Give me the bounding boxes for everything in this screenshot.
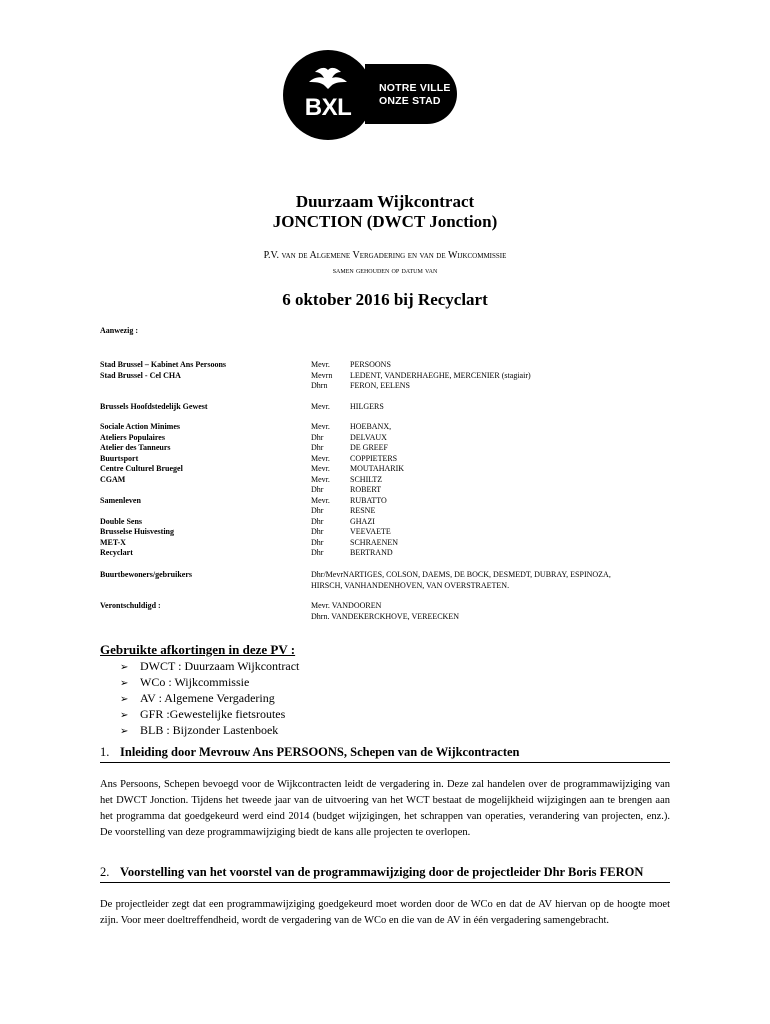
logo-tagline-1: NOTRE VILLE — [379, 82, 451, 94]
person-title: Mevr. — [311, 402, 330, 411]
org-name: CGAM — [100, 474, 126, 484]
attendance-names-block-3 — [350, 422, 680, 559]
subtitle-line-2: samen gehouden op datum van — [332, 265, 438, 275]
person-title: Dhrn — [311, 381, 328, 390]
person-names: HILGERS — [350, 402, 384, 411]
abbreviation-text: WCo : Wijkcommissie — [140, 675, 250, 689]
person-names: RUBATTO — [350, 495, 387, 505]
abbreviations-heading: Gebruikte afkortingen in deze PV : — [100, 642, 296, 657]
person-names: SCHILTZ — [350, 474, 383, 484]
residents-line-2: HIRSCH, VANHANDENHOVEN, VAN OVERSTRAETEN. — [311, 580, 510, 590]
org-name: Buurtbewoners/gebruikers — [100, 570, 192, 579]
excused-names — [311, 601, 671, 622]
person-names: VEEVAETE — [350, 527, 391, 536]
person-title: Dhr — [311, 548, 324, 557]
person-title: Mevrn — [311, 370, 333, 380]
person-title: Mevr. — [311, 495, 330, 505]
residents-line-1: Dhr/MevrNARTIGES, COLSON, DAEMS, DE BOCK, DESMEDT, DUBRAY, ESPINOZA, — [311, 570, 611, 579]
org-name: Samenleven — [100, 495, 141, 505]
abbreviation-text: GFR :Gewestelijke fietsroutes — [140, 707, 286, 721]
abbreviation-text: AV : Algemene Vergadering — [140, 691, 275, 705]
abbreviation-text: DWCT : Duurzaam Wijkcontract — [140, 659, 300, 673]
person-title: Dhr — [311, 537, 324, 547]
present-label: Aanwezig : — [100, 326, 138, 335]
person-title: Dhr — [311, 527, 324, 536]
attendance-titles-block-1 — [311, 360, 351, 392]
person-title: Mevr. — [311, 464, 330, 473]
org-name: Stad Brussel - Cel CHA — [100, 370, 181, 380]
org-name: Verontschuldigd : — [100, 601, 161, 610]
excused-line-2: Dhrn. VANDEKERCKHOVE, VEREECKEN — [311, 611, 459, 621]
org-name: Brussels Hoofdstedelijk Gewest — [100, 402, 208, 411]
document-title-line-2: JONCTION (DWCT Jonction) — [272, 212, 498, 231]
attendance-titles-block-2 — [311, 402, 351, 413]
person-names: FERON, EELENS — [350, 381, 410, 390]
person-names: DE GREEF — [350, 443, 388, 452]
person-names: SCHRAENEN — [350, 537, 399, 547]
person-names: DELVAUX — [350, 432, 387, 442]
person-names: ROBERT — [350, 485, 382, 494]
org-name: Buurtsport — [100, 453, 139, 463]
document-title-line-1: Duurzaam Wijkcontract — [295, 192, 475, 211]
person-names: LEDENT, VANDERHAEGHE, MERCENIER (stagiair) — [350, 370, 531, 380]
attendance-orgs-block-2 — [100, 402, 300, 413]
person-names: BERTRAND — [350, 548, 393, 557]
section-2-paragraph: De projectleider zegt dat een programmawijziging goedgekeurd moet worden door de WCo en dat de AV hiervan op de hoogte moet zijn. Voor meer doeltreffendheid, wordt de vergadering van de WCo en die van de AV in één vergadering samengebracht. — [100, 899, 670, 926]
org-name — [100, 506, 300, 517]
person-title: Dhr — [311, 432, 324, 442]
arrow-bullet-icon: ➢ — [120, 694, 129, 705]
person-title: Dhr — [311, 506, 324, 515]
person-title: Mevr. — [311, 422, 330, 431]
org-name: Brusselse Huisvesting — [100, 527, 175, 536]
section-title: Voorstelling van het voorstel van de programmawijziging door de projectleider Dhr Boris FERON — [120, 865, 644, 879]
org-name: Sociale Action Minimes — [100, 422, 180, 431]
attendance-orgs-block-1 — [100, 360, 300, 381]
list-item — [120, 723, 299, 739]
bxl-logo — [283, 50, 503, 140]
person-names: HOEBANX, — [350, 422, 392, 431]
org-name: Centre Culturel Bruegel — [100, 464, 183, 473]
org-name: Atelier des Tanneurs — [100, 443, 171, 452]
excused-label — [100, 601, 300, 612]
person-title: Mevr. — [311, 453, 330, 463]
person-title: Dhr — [311, 443, 324, 452]
section-number: 2. — [100, 865, 110, 879]
section-number: 1. — [100, 745, 110, 759]
logo-tagline-box — [365, 64, 457, 124]
person-names: COPPIETERS — [350, 453, 398, 463]
abbreviation-text: BLB : Bijzonder Lastenboek — [140, 723, 279, 737]
list-item — [120, 691, 299, 707]
section-title: Inleiding door Mevrouw Ans PERSOONS, Schepen van de Wijkcontracten — [120, 745, 520, 759]
section-1-paragraph: Ans Persoons, Schepen bevoegd voor de Wijkcontracten leidt de vergadering in. Deze zal handelen over de programmawijziging van het DWCT Jonction. Tijdens het tweede jaar van de uitvoering van het WCT bestaat de mogelijkheid wijzigingen aan te brengen aan het programma dat goedgekeurd werd eind 2014 (budget wijzigingen, het schrappen van operaties, verandering van projecten, enz.). De voorstelling van deze programmawijziging biedt de kans alle projecten te overlopen. — [100, 779, 670, 838]
logo-tagline-2: ONZE STAD — [379, 95, 441, 107]
arrow-bullet-icon: ➢ — [120, 710, 129, 721]
org-name: Stad Brussel – Kabinet Ans Persoons — [100, 360, 227, 369]
residents-names — [311, 570, 671, 591]
org-name — [100, 485, 300, 496]
bird-icon — [305, 66, 351, 90]
person-title: Dhr — [311, 485, 324, 494]
residents-label — [100, 570, 300, 581]
attendance-names-block-2 — [350, 402, 680, 413]
person-names: RESNE — [350, 506, 376, 515]
org-name: Recyclart — [100, 548, 133, 557]
excused-line-1: Mevr. VANDOOREN — [311, 601, 382, 610]
logo-text: BXL — [304, 94, 352, 121]
org-name: Double Sens — [100, 516, 143, 526]
attendance-names-block-1 — [350, 360, 680, 392]
arrow-bullet-icon: ➢ — [120, 662, 129, 673]
attendance-titles-block-3 — [311, 422, 351, 559]
subtitle-line-1: P.V. van de Algemene Vergadering en van de Wijkcommissie — [263, 250, 507, 261]
person-title: Dhr — [311, 516, 324, 526]
abbreviations-list — [120, 659, 299, 739]
list-item — [120, 659, 299, 675]
org-name: Ateliers Populaires — [100, 432, 165, 442]
org-name: MET-X — [100, 537, 126, 547]
attendance-orgs-block-3 — [100, 422, 300, 559]
arrow-bullet-icon: ➢ — [120, 726, 129, 737]
list-item — [120, 707, 299, 723]
arrow-bullet-icon: ➢ — [120, 678, 129, 689]
person-names: MOUTAHARIK — [350, 464, 405, 473]
person-title: Mevr. — [311, 360, 330, 369]
section-2-heading — [100, 865, 670, 883]
person-title: Mevr. — [311, 474, 330, 484]
list-item — [120, 675, 299, 691]
meeting-date-title: 6 oktober 2016 bij Recyclart — [282, 290, 488, 309]
person-names: PERSOONS — [350, 360, 391, 369]
section-1-heading — [100, 745, 670, 763]
person-names: GHAZI — [350, 516, 375, 526]
